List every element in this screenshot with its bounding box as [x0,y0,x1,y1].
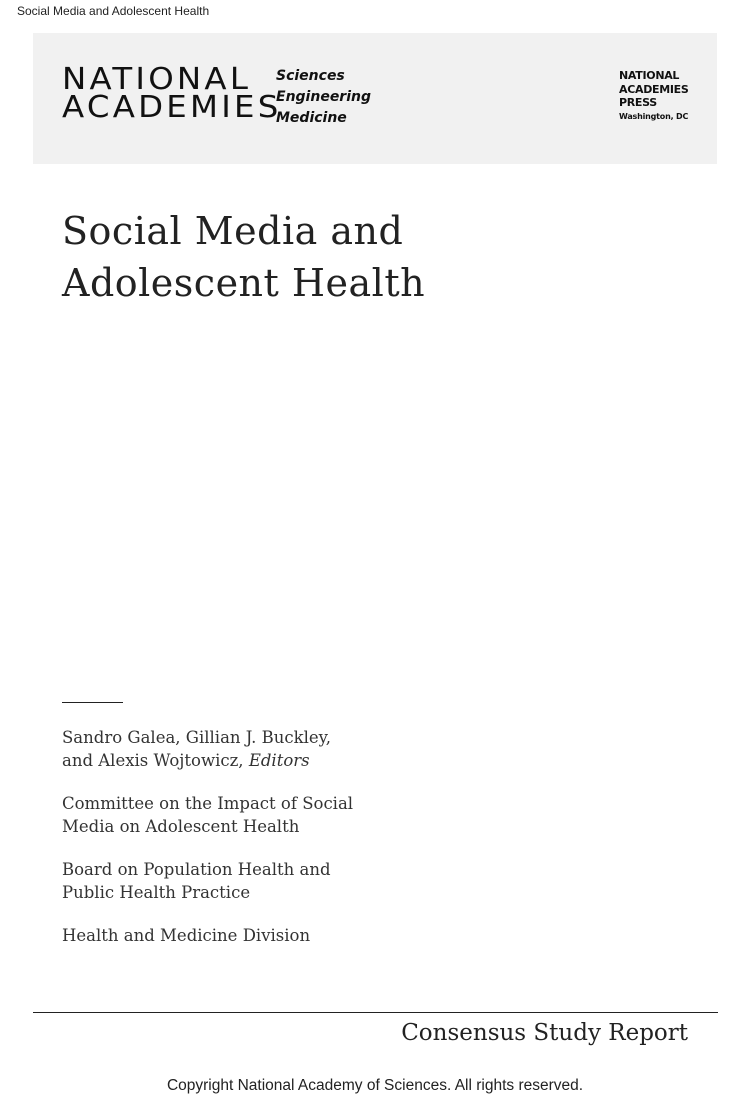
logo-sciences: Sciences [276,68,345,84]
book-title-line-2: Adolescent Health [62,261,426,305]
committee-line-1: Committee on the Impact of Social [62,794,354,813]
committee-line-2: Media on Adolescent Health [62,817,300,836]
editors-names: and Alexis Wojtowicz, [62,751,244,770]
report-type: Consensus Study Report [401,1020,688,1046]
committee-block [62,792,353,838]
book-title-line-1: Social Media and [62,209,404,253]
press-line-national: NATIONAL [619,69,680,82]
publisher-banner [33,33,717,164]
editors-line-1: Sandro Galea, Gillian J. Buckley, [62,728,332,747]
footer-divider [33,1012,718,1013]
logo-engineering: Engineering [276,89,371,105]
editors-block [62,726,353,772]
press-line-academies: ACADEMIES [619,82,689,96]
title-divider [62,702,123,703]
press-location: Washington, DC [619,111,689,121]
board-line-1: Board on Population Health and [62,860,331,879]
press-logo [619,69,689,124]
logo-line-national: NATIONAL [62,62,252,97]
national-academies-logo [62,62,282,125]
logo-disciplines [276,66,371,129]
logo-medicine: Medicine [276,110,347,126]
copyright-notice: Copyright National Academy of Sciences. All rights reserved. [166,1077,584,1094]
credits [62,726,353,967]
board-line-2: Public Health Practice [62,883,251,902]
board-block [62,858,353,904]
division-name: Health and Medicine Division [62,926,311,945]
logo-line-academies: ACADEMIES [62,90,282,125]
running-header: Social Media and Adolescent Health [17,4,210,18]
press-line-press: PRESS [619,96,657,109]
editors-line-2 [62,749,353,772]
book-title [62,205,425,309]
division-block [62,924,353,947]
editors-role: Editors [248,751,310,770]
